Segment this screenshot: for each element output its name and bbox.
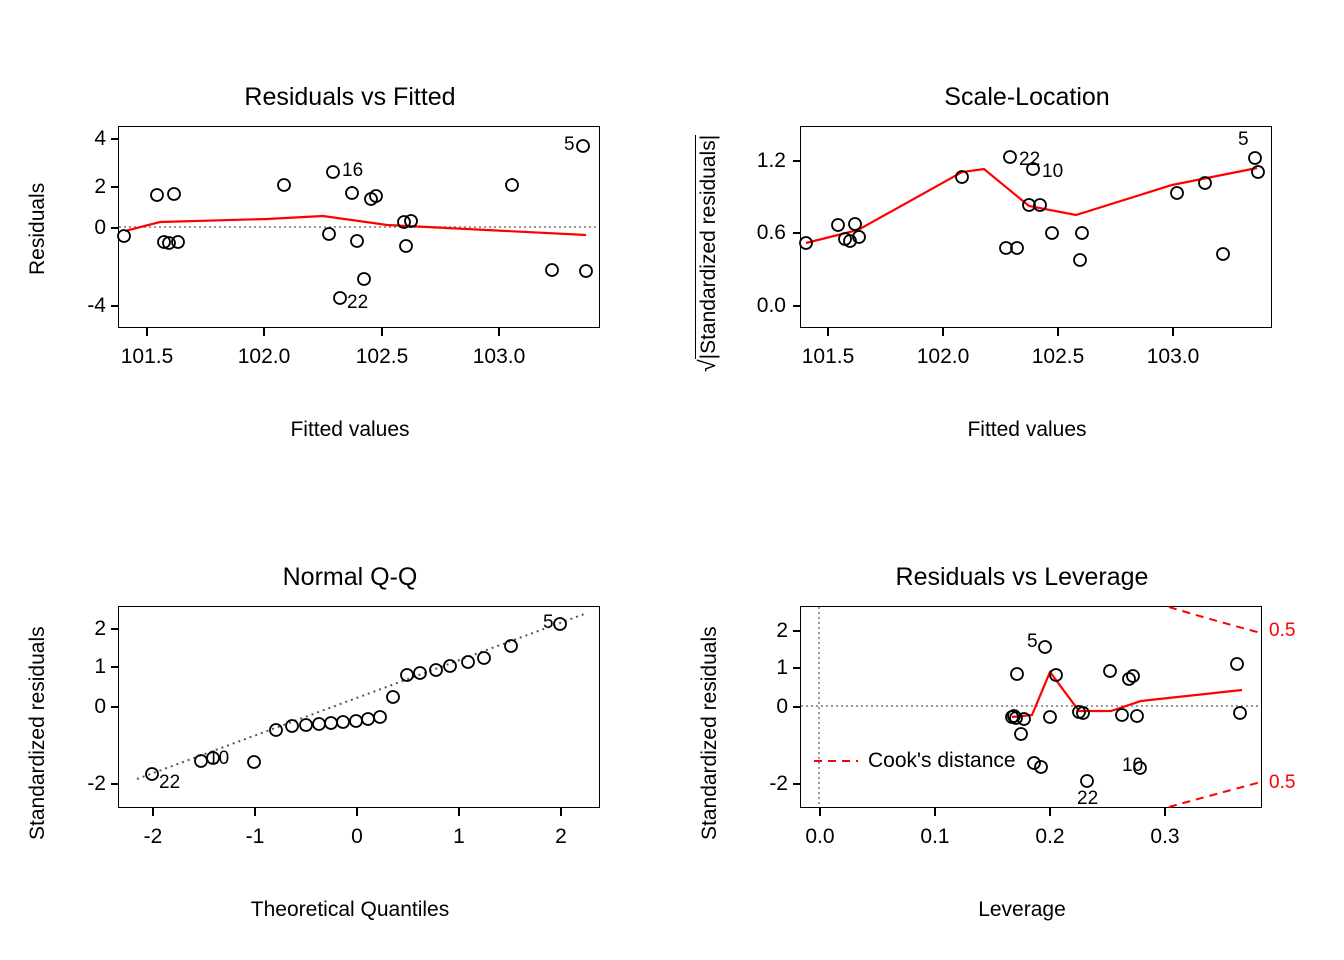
panel3-annotation-5: 5 xyxy=(543,612,554,633)
panel3-annotation-22: 22 xyxy=(159,772,181,793)
panel3-ytick-1: 1 xyxy=(94,655,106,678)
panel4-contour-label-upper: 0.5 xyxy=(1269,620,1296,641)
panel3-x-axis-title: Theoretical Quantiles xyxy=(250,898,450,921)
panel4-annotation-5: 5 xyxy=(1027,631,1038,652)
sqrt-symbol: √ xyxy=(694,359,720,372)
panel1-xtick-1: 101.5 xyxy=(120,345,174,368)
panel4-title: Residuals vs Leverage xyxy=(895,563,1149,591)
panel-residuals-vs-leverage xyxy=(672,480,1344,960)
panel4-annotation-10: 10 xyxy=(1122,755,1144,776)
panel4-ytick-1: 1 xyxy=(776,656,788,679)
panel2-y-axis-label-text: |Standardized residuals| xyxy=(697,134,720,360)
panel2-xtick-2: 102.0 xyxy=(916,345,970,368)
panel1-ytick-2: 2 xyxy=(94,175,106,198)
panel2-annotation-22: 22 xyxy=(1019,149,1041,170)
panel2-x-axis-title: Fitted values xyxy=(967,418,1087,441)
panel3-ytick-2: 2 xyxy=(94,617,106,640)
panel3-y-axis-title: Standardized residuals xyxy=(26,626,49,840)
panel2-ytick-06: 0.6 xyxy=(756,221,786,244)
panel4-contour-label-lower: 0.5 xyxy=(1269,772,1296,793)
panel-residuals-vs-fitted xyxy=(0,0,672,480)
panel4-xtick-01: 0.1 xyxy=(920,825,950,848)
panel1-ytick-0: 0 xyxy=(94,216,106,239)
panel3-title: Normal Q-Q xyxy=(282,563,418,591)
panel1-ytick-4: 4 xyxy=(94,127,106,150)
panel1-data-layer xyxy=(0,0,672,480)
panel1-xtick-3: 102.5 xyxy=(355,345,409,368)
panel3-annotation-10: 10 xyxy=(208,748,230,769)
panel2-xtick-3: 102.5 xyxy=(1031,345,1085,368)
panel1-xtick-4: 103.0 xyxy=(472,345,526,368)
panel3-data-layer xyxy=(0,480,672,960)
panel1-annotation-16: 16 xyxy=(342,160,364,181)
panel4-x-axis-title: Leverage xyxy=(978,898,1066,921)
panel4-xtick-03: 0.3 xyxy=(1150,825,1180,848)
panel2-ytick-12: 1.2 xyxy=(756,149,786,172)
panel3-xtick-neg1: -1 xyxy=(245,825,265,848)
panel3-xtick-2: 2 xyxy=(555,825,567,848)
panel4-y-axis-title: Standardized residuals xyxy=(698,626,721,840)
panel2-data-layer xyxy=(672,0,1344,480)
panel1-ytick-neg4: -4 xyxy=(87,294,106,317)
panel-normal-qq xyxy=(0,480,672,960)
panel3-xtick-0: 0 xyxy=(351,825,363,848)
panel4-data-layer xyxy=(672,480,1344,960)
panel3-ytick-neg2: -2 xyxy=(87,772,106,795)
panel3-xtick-1: 1 xyxy=(453,825,465,848)
panel1-xtick-2: 102.0 xyxy=(237,345,291,368)
panel1-y-axis-title: Residuals xyxy=(26,182,49,275)
panel3-ytick-0: 0 xyxy=(94,695,106,718)
panel-scale-location xyxy=(672,0,1344,480)
panel4-legend-label: Cook's distance xyxy=(868,749,1016,772)
panel2-ytick-00: 0.0 xyxy=(756,294,786,317)
panel2-annotation-10: 10 xyxy=(1042,161,1064,182)
panel2-title: Scale-Location xyxy=(944,83,1110,111)
panel3-xtick-neg2: -2 xyxy=(143,825,163,848)
panel4-ytick-0: 0 xyxy=(776,695,788,718)
panel4-ytick-neg2: -2 xyxy=(769,772,788,795)
panel4-annotation-22: 22 xyxy=(1077,788,1099,809)
panel1-x-axis-title: Fitted values xyxy=(290,418,410,441)
panel2-xtick-4: 103.0 xyxy=(1146,345,1200,368)
panel4-xtick-02: 0.2 xyxy=(1035,825,1065,848)
panel4-xtick-00: 0.0 xyxy=(805,825,835,848)
panel2-annotation-5: 5 xyxy=(1238,129,1249,150)
panel4-ytick-2: 2 xyxy=(776,619,788,642)
panel1-title: Residuals vs Fitted xyxy=(244,83,456,111)
panel1-annotation-22: 22 xyxy=(347,292,369,313)
panel1-annotation-5: 5 xyxy=(564,134,575,155)
panel2-xtick-1: 101.5 xyxy=(801,345,855,368)
